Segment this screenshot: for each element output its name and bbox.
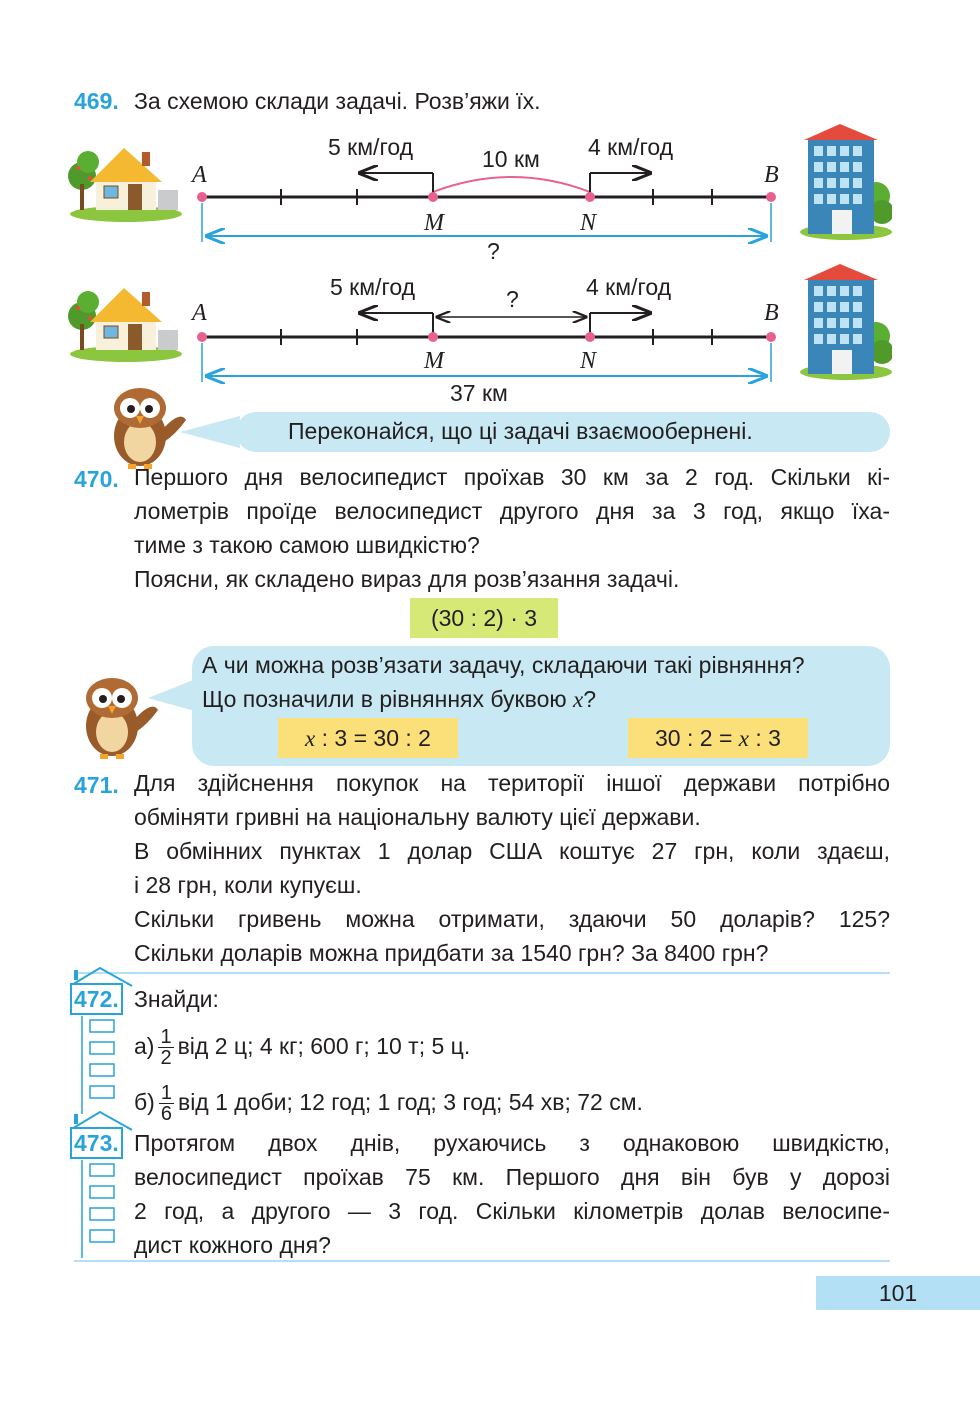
problem-470-line: Поясни, як складено вираз для розв’язання задачі. — [134, 566, 680, 592]
problem-473-line: велосипедист проїхав 75 км. Першого дня він був у дорозі — [134, 1164, 890, 1190]
problem-471-line: Скільки доларів можна придбати за 1540 грн? За 8400 грн? — [134, 940, 769, 966]
notebook-binding-icon — [78, 1016, 118, 1116]
house-icon — [66, 138, 184, 222]
notebook-binding-icon — [78, 1160, 118, 1260]
distance-mn-label: 10 км — [482, 146, 540, 172]
problem-470-line: лометрів проїде велосипедист другого дня за 3 год, якщо їха- — [134, 498, 890, 524]
problem-471-line: обміняти гривні на національну валюту цієї держави. — [134, 804, 701, 830]
house-icon — [66, 278, 184, 362]
problem-471-line: В обмінних пунктах 1 долар США коштує 27 грн, коли здаєш, — [134, 838, 890, 864]
owl-icon — [72, 670, 164, 760]
divider — [74, 1260, 890, 1262]
total-distance-label: 37 км — [450, 380, 508, 406]
speed-left-label: 5 км/год — [330, 274, 416, 300]
equation-1: x : 3 = 30 : 2 — [278, 718, 458, 758]
problem-471-line: Скільки гривень можна отримати, здаючи 50 доларів? 125? — [134, 906, 890, 932]
problem-472-a: а) $\frac{1}{2}$ від 2 ц; 4 кг; 600 г; 10 т; 5 ц. — [134, 1026, 471, 1070]
label-n: N — [580, 210, 597, 236]
owl-icon — [100, 380, 192, 470]
problem-470-line: Першого дня велосипедист проїхав 30 км за 2 год. Скільки кі- — [134, 464, 890, 490]
point-b — [766, 192, 776, 202]
problem-472-number: 472. — [70, 983, 123, 1015]
problem-473-line: 2 год, а другого — 3 год. Скільки кілометрів долав велосипе- — [134, 1198, 890, 1224]
owl-question-line: Що позначили в рівняннях буквою x? — [202, 686, 597, 712]
distance-mn-label: ? — [506, 286, 519, 312]
point-m — [428, 332, 438, 342]
building-icon — [796, 262, 892, 380]
speed-right-label: 4 км/год — [588, 134, 674, 160]
label-a: A — [192, 300, 207, 326]
label-b: B — [764, 162, 779, 188]
bubble-tail — [180, 412, 240, 452]
problem-470-number: 470. — [74, 466, 119, 492]
problem-469-text: За схемою склади задачі. Розв’яжи їх. — [134, 88, 541, 114]
label-m: M — [424, 348, 444, 374]
point-n — [585, 192, 595, 202]
expression-box: (30 : 2) · 3 — [410, 598, 558, 638]
point-a — [197, 332, 207, 342]
problem-473-number: 473. — [70, 1127, 123, 1159]
label-b: B — [764, 300, 779, 326]
total-distance-label: ? — [487, 238, 500, 264]
problem-473-line: Протягом двох днів, рухаючись з однаковою швидкістю, — [134, 1130, 890, 1156]
divider — [74, 972, 890, 974]
problem-469-number: 469. — [74, 88, 119, 114]
speed-left-label: 5 км/год — [328, 134, 414, 160]
problem-472-b: б) $\frac{1}{6}$ від 1 доби; 12 год; 1 год; 3 год; 54 хв; 72 см. — [134, 1082, 643, 1126]
problem-472-text: Знайди: — [134, 986, 219, 1012]
point-b — [766, 332, 776, 342]
equation-2: 30 : 2 = x : 3 — [628, 718, 808, 758]
speed-right-label: 4 км/год — [586, 274, 672, 300]
point-a — [197, 192, 207, 202]
mn-arc — [433, 177, 590, 192]
label-a: A — [192, 162, 207, 188]
owl-tip-text: Переконайся, що ці задачі взаємообернені. — [288, 418, 753, 444]
point-n — [585, 332, 595, 342]
label-m: M — [424, 210, 444, 236]
page-number: 101 — [816, 1276, 980, 1310]
fraction: $\frac{1}{6}$ — [160, 1082, 172, 1126]
label-n: N — [580, 348, 597, 374]
owl-question-line: А чи можна розв’язати задачу, складаючи такі рівняння? — [202, 652, 805, 678]
problem-471-line: Для здійснення покупок на території іншої держави потрібно — [134, 770, 890, 796]
building-icon — [796, 122, 892, 240]
problem-471-line: і 28 грн, коли купуєш. — [134, 872, 362, 898]
problem-470-line: тиме з такою самою швидкістю? — [134, 532, 480, 558]
problem-473-line: дист кожного дня? — [134, 1232, 331, 1258]
point-m — [428, 192, 438, 202]
problem-471-number: 471. — [74, 772, 119, 798]
fraction: $\frac{1}{2}$ — [160, 1026, 172, 1070]
